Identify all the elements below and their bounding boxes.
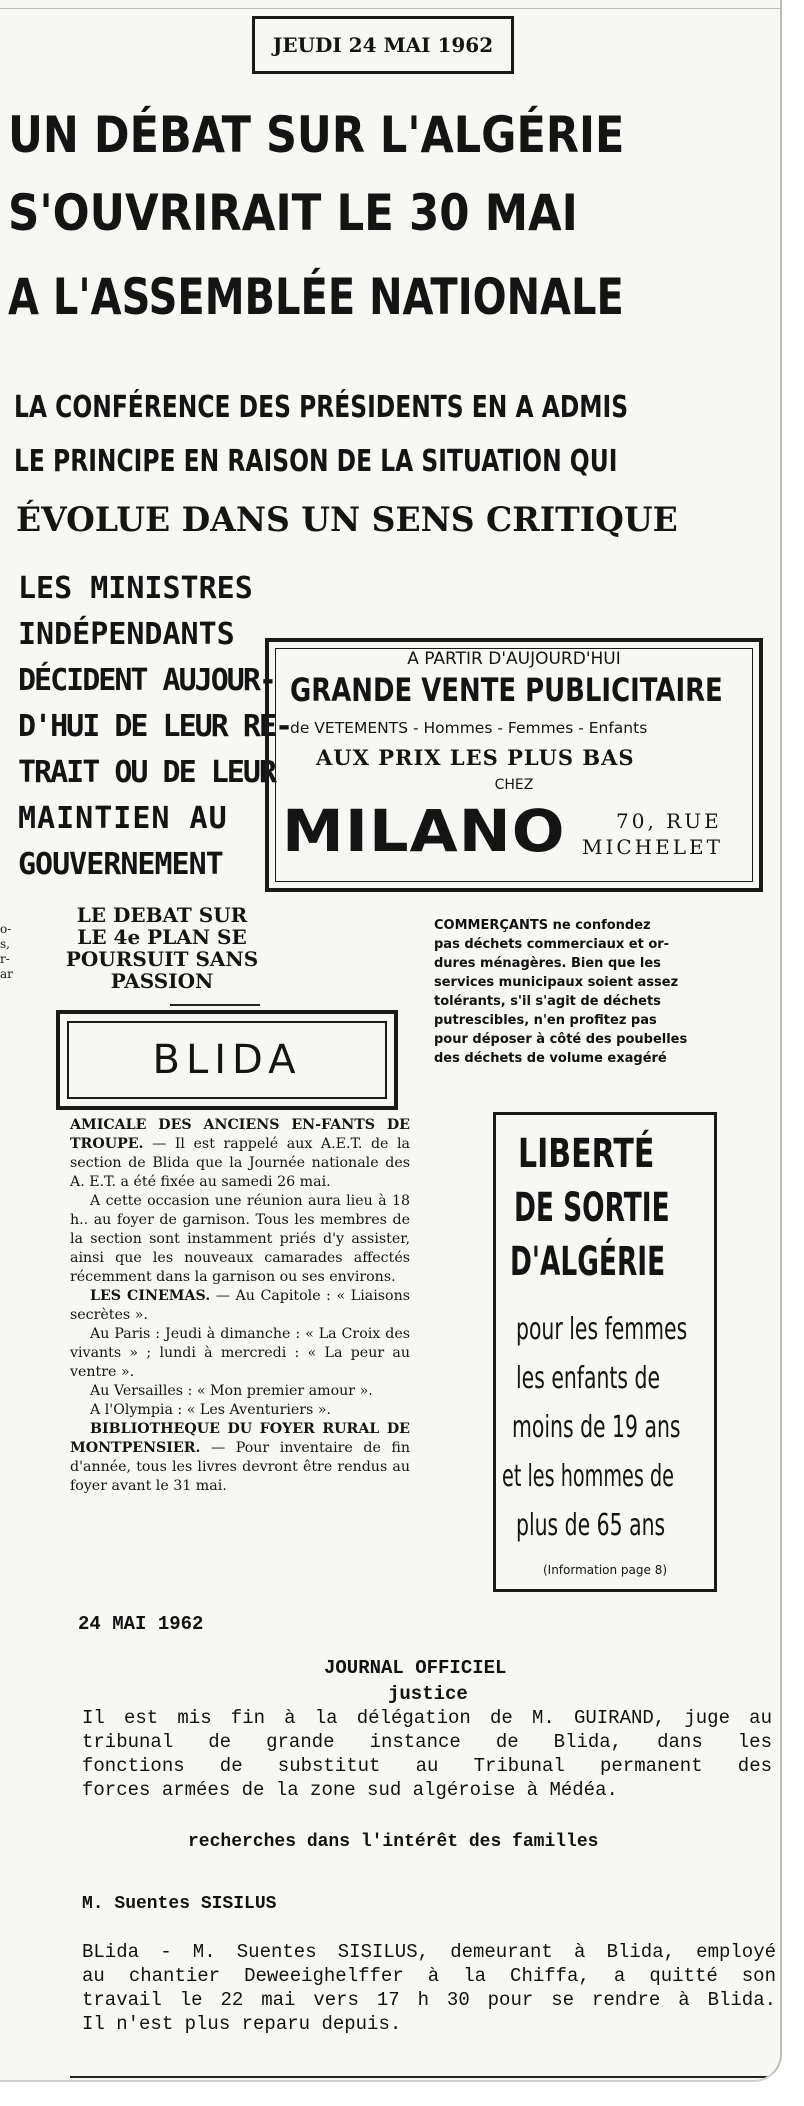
commercants-line: putrescibles, n'en profitez pas [434,1013,657,1028]
debat-line: LE DEBAT SUR [76,903,248,927]
ministres-headline [18,566,291,888]
bottom-rule [70,2076,770,2078]
ministres-line: MAINTIEN AU [18,801,228,836]
commercants-line: dures ménagères. Bien que les [434,956,661,971]
amicale-head: AMICALE DES ANCIENS EN-FANTS DE TROUPE. [70,1117,410,1152]
commercants-line: tolérants, s'il s'agit de déchets [434,994,661,1009]
commercants-line: pas déchets commerciaux et or- [434,937,670,952]
commercants-line: pour déposer à côté des poubelles [434,1032,688,1047]
cinemas-head: LES CINEMAS. [90,1288,211,1304]
debat-plan-headline [62,904,262,992]
commercants-notice [434,916,744,1068]
debat-line: PASSION [110,969,214,993]
ministres-line: INDÉPENDANTS [18,617,235,652]
debat-line: POURSUIT SANS [65,947,259,971]
subheadline-line-3: ÉVOLUE DANS UN SENS CRITIQUE [16,500,678,540]
justice-text: Il est mis fin à la délégation de M. GUIRAND, juge au tribunal de grande instance de Blida, dans les fonctions de substitut au Tribunal permanent des forces armées de la zone sud algéroise à Médéa. [82,1707,772,1801]
blida-column: AMICALE DES ANCIENS EN-FANTS DE TROUPE. — Il est rappelé aux A.E.T. de la section de Blida que la Journée nationale des A. E.T. a été fixée au samedi 26 mai. A cette occasion une réunion aura lieu à 18 h.. au foyer de garnison. Tous les membres de la section sont instamment priés d'y assister, ainsi que les nouveaux camarades affectés récemment dans la garnison ou ses environs. LES CINEMAS. — Au Capitole : « Liaisons secrètes ». Au Paris : Jeudi à dimanche : « La Croix des vivants » ; lundi à mercredi : « La peur au ventre ». Au Versailles : « Mon premier amour ». A l'Olympia : « Les Aventuriers ». BIBLIOTHEQUE DU FOYER RURAL DE MONTPENSIER. — Pour inventaire de fin d'année, tous les livres devront être rendus au foyer avant le 31 mai. [70,1117,411,1494]
liberte-info: (Information page 8) [542,1563,668,1577]
ad-address-1: 70, RUE [616,809,722,833]
ministres-line: TRAIT OU DE LEUR [18,755,275,790]
ad-line-2: AUX PRIX LES PLUS BAS [316,745,635,770]
liberte-de-sortie-box [493,1112,717,1592]
commercants-line: COMMERÇANTS ne confondez [434,918,651,933]
liberte-line: DE SORTIE [514,1185,670,1231]
date-box: JEUDI 24 MAI 1962 [252,16,514,74]
typed-date: 24 MAI 1962 [78,1613,204,1635]
headline-line-3: A L'ASSEMBLÉE NATIONALE [8,268,624,326]
liberte-line: LIBERTÉ [518,1131,655,1177]
top-rule [0,8,780,9]
journal-officiel-title: JOURNAL OFFICIEL [324,1657,507,1679]
subheadline-line-1: LA CONFÉRENCE DES PRÉSIDENTS EN A ADMIS [14,390,629,425]
justice-title: justice [388,1683,468,1705]
blida-section-header: BLIDA [56,1010,398,1110]
ministres-line: GOUVERNEMENT [18,847,223,882]
ad-chez: CHEZ [494,777,534,793]
liberte-small-text: pour les femmes les enfants de moins de 19 ans et les hommes de plus de 65 ans [502,1312,688,1543]
ad-address-2: MICHELET [582,835,723,859]
commercants-line: services municipaux soient assez [434,975,679,990]
headline-line-2: S'OUVRIRAIT LE 30 MAI [8,184,578,242]
ministres-line: DÉCIDENT AUJOUR- [18,663,275,698]
bibliotheque-head: BIBLIOTHEQUE DU FOYER RURAL DE MONTPENSIER. [70,1421,410,1456]
ad-brand: MILANO [282,797,566,865]
margin-fragments: o- s, r- ar [0,922,13,981]
recherches-title: recherches dans l'intérêt des familles [188,1832,599,1852]
headline-line-1: UN DÉBAT SUR L'ALGÉRIE [8,106,625,164]
person-name: M. Suentes SISILUS [82,1894,277,1914]
subheadline-line-2: LE PRINCIPE EN RAISON DE LA SITUATION QUI [14,444,618,479]
person-text: BLida - M. Suentes SISILUS, demeurant à Blida, employé au chantier Deweeighelffer à la Chiffa, a quitté son travail le 22 mai vers 17 h 30 pour se rendre à Blida. Il n'est plus reparu depuis. [82,1941,776,2035]
debat-underline [170,1004,260,1006]
ad-line-1: de VETEMENTS - Hommes - Femmes - Enfants [290,719,648,737]
liberte-line: D'ALGÉRIE [510,1239,666,1285]
ad-top-line: A PARTIR D'AUJOURD'HUI [407,649,621,669]
ministres-line: LES MINISTRES [18,571,253,606]
milano-advertisement [265,638,763,892]
commercants-line: des déchets de volume exagéré [434,1051,667,1066]
ad-title: GRANDE VENTE PUBLICITAIRE [290,671,723,709]
debat-line: LE 4e PLAN SE [77,925,247,949]
ministres-line: D'HUI DE LEUR RE- [18,709,292,744]
